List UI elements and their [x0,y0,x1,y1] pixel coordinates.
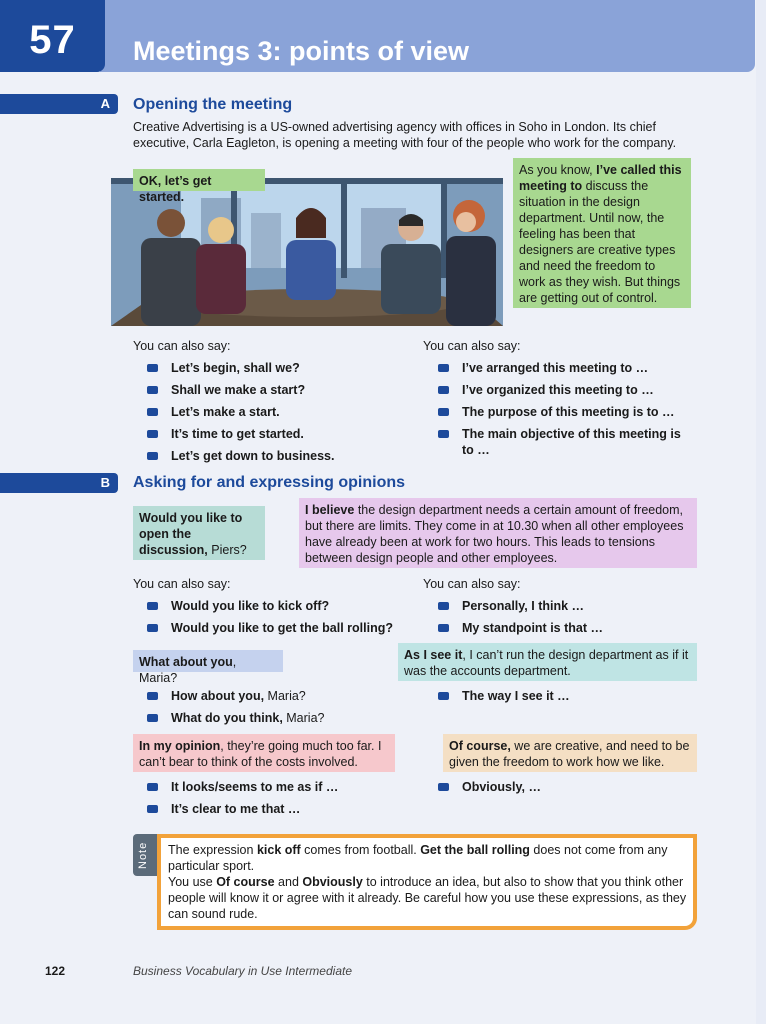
phrase-list-of-course [438,779,688,801]
bullet-icon [147,714,158,722]
bullet-icon [438,386,449,394]
section-a-tab [0,94,118,114]
bubble-bold-text: As I see it [404,648,463,662]
section-b-letter: B [100,475,110,490]
bullet-icon [147,386,158,394]
list-item: Personally, I think … [438,598,688,614]
phrase-list-express-2 [438,688,688,710]
speech-bubble-start: OK, let’s get started. [133,169,265,191]
bullet-icon [147,364,158,372]
list-item: Obviously, … [438,779,688,795]
bullet-icon [147,624,158,632]
phrase-list-ask-2 [147,688,407,732]
bubble-bold-text: What about you [139,655,233,669]
bubble-text: Piers? [207,543,247,557]
section-b-title: Asking for and expressing opinions [133,474,406,491]
speech-bubble-of-course [443,734,697,772]
note-line-1: The expression kick off comes from football. Get the ball rolling does not come from any particular sport. [168,843,668,873]
list-item: I’ve organized this meeting to … [438,382,688,398]
list-item: Let’s make a start. [147,404,407,420]
list-item: How about you, Maria? [147,688,407,704]
unit-number-box [0,0,105,72]
bubble-bold-text: I believe [305,503,355,517]
list-item: Would you like to kick off? [147,598,407,614]
bubble-bold-text: Would you like to open the discussion, [139,511,243,557]
bullet-icon [438,783,449,791]
bubble-text: the design department needs a certain amount of freedom, but there are limits. They come in at 10.30 when all other employees have already been at work for two hours. This leads to tensions between design people and other employees. [305,503,684,565]
speech-bubble-as-i-see-it [398,643,697,681]
list-item: Let’s begin, shall we? [147,360,407,376]
also-say-label: You can also say: [133,577,231,591]
bubble-text: , they’re going much too far. I can’t bear to think of the costs involved. [139,739,382,769]
note-text [168,842,688,922]
note-label: Note [137,841,149,869]
list-item: The purpose of this meeting is to … [438,404,688,420]
bullet-icon [438,602,449,610]
list-item: It’s clear to me that … [147,801,407,817]
speech-bubble-believe [299,498,697,568]
bullet-icon [147,783,158,791]
bullet-icon [438,408,449,416]
section-a-intro: Creative Advertising is a US-owned advertising agency with offices in Soho in London. Its chief executive, Carla Eagleton, is opening a meeting with four of the people who work for the company. [133,120,677,150]
bubble-bold-text: I’ve called this meeting to [519,163,682,193]
list-item: Let’s get down to business. [147,448,407,464]
page-number: 122 [45,964,66,978]
bullet-icon [438,364,449,372]
section-a-letter: A [100,96,110,111]
also-say-label: You can also say: [423,577,521,591]
also-say-label: You can also say: [133,339,231,353]
bullet-icon [147,602,158,610]
speech-bubble-opinion [133,734,395,772]
unit-title: Meetings 3: points of view [133,36,470,66]
list-item: Shall we make a start? [147,382,407,398]
phrase-list-ask [147,598,407,642]
bubble-text: discuss the situation in the design department. Until now, the feeling has been that designers are creative types and need the freedom to work as they wish. But things are getting out of control. [519,179,681,305]
bubble-text: As you know, [519,163,597,177]
bullet-icon [147,692,158,700]
bullet-icon [147,805,158,813]
unit-number: 57 [29,18,76,62]
also-say-label: You can also say: [423,339,521,353]
speech-bubble-open-discussion [133,506,265,560]
section-b-tab [0,473,118,493]
bubble-bold-text: In my opinion [139,739,221,753]
bullet-icon [438,692,449,700]
bubble-text: , Maria? [139,655,237,685]
list-item: My standpoint is that … [438,620,688,636]
phrase-list-purpose [438,360,688,464]
speech-bubble-what-about [133,650,283,685]
speech-bubble-purpose [513,158,691,308]
note-tab [133,834,157,876]
list-item: It looks/seems to me as if … [147,779,407,795]
note-line-2: You use Of course and Obviously to introduce an idea, but also to show that you think other people will know it or agree with it already. Be careful how you use these expressions, as they can sound rude. [168,875,687,921]
section-a-title: Opening the meeting [133,96,293,113]
list-item: What do you think, Maria? [147,710,407,726]
list-item: I’ve arranged this meeting to … [438,360,688,376]
list-item: The way I see it … [438,688,688,704]
list-item: It’s time to get started. [147,426,407,442]
book-title: Business Vocabulary in Use Intermediate [133,964,352,978]
bullet-icon [147,430,158,438]
phrase-list-opinion [147,779,407,823]
bubble-text: we are creative, and need to be given the freedom to work how we like. [449,739,690,769]
bullet-icon [147,452,158,460]
bubble-bold-text: Of course, [449,739,511,753]
phrase-list-express [438,598,688,642]
list-item: Would you like to get the ball rolling? [147,620,407,636]
bubble-text: , I can’t run the design department as if it was the accounts department. [404,648,689,678]
bullet-icon [438,624,449,632]
bullet-icon [147,408,158,416]
phrase-list-start [147,360,407,470]
bullet-icon [438,430,449,438]
list-item: The main objective of this meeting is to … [438,426,688,458]
